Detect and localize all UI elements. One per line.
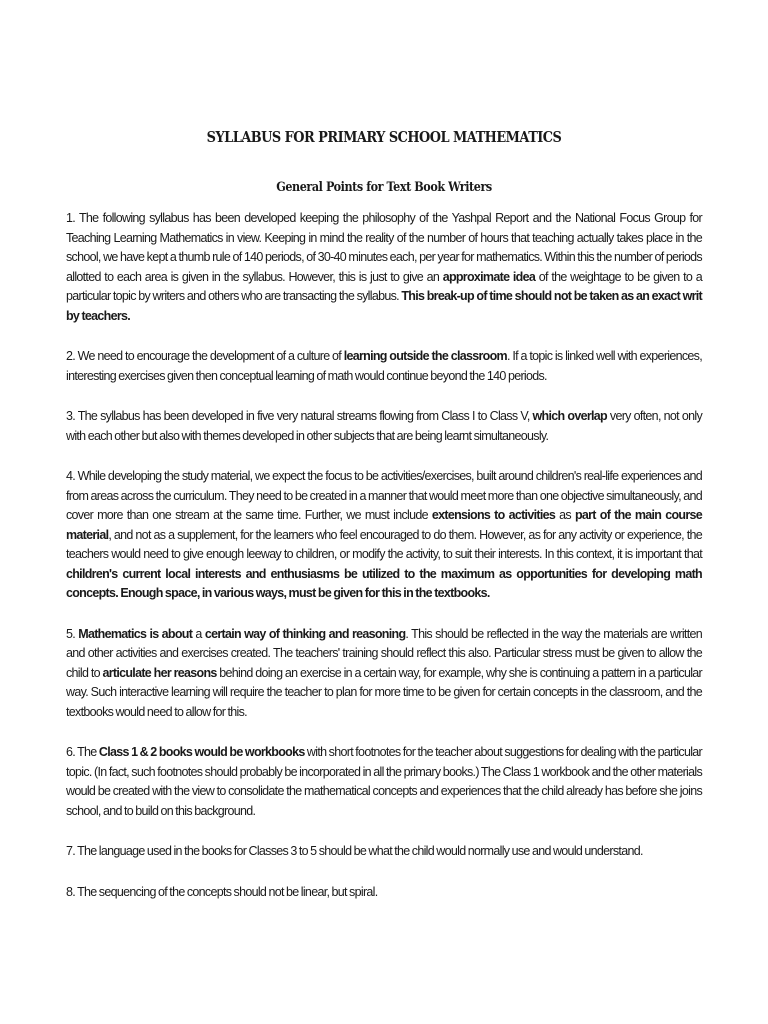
text-segment: 3. The syllabus has been developed in five very natural streams flowing from Class I to Class V, — [66, 409, 533, 423]
paragraph-1 — [66, 209, 702, 326]
text-segment: behind doing an exercise in a certain way, for example, why she is continuing a pattern in a particular way. Such interactive learning will require the teacher to plan for more time to be given for certain concepts in the classroom, and the textbooks would need to allow for this. — [66, 665, 702, 719]
text-segment: 6. The — [66, 745, 99, 759]
text-segment: a — [192, 626, 205, 641]
text-segment-bold: children's current local interests and enthusiasms be utilized to the maximum as opportunities for developing math concepts. Enough space, in various ways, must be given for this in the textbooks. — [66, 566, 702, 600]
text-segment: 1. The following syllabus has been developed keeping the philosophy of the Yashpal Report and the National Focus Group for Teaching Learning Mathematics in view. Keeping in mind the reality of the number of hours that teaching actually takes place in the school, we have kept a thumb rule of 140 periods, of 30-40 minutes each, per year for mathematics. Within this the number of periods allotted to each area is given in the syllabus. However, this is just to give an — [66, 211, 702, 284]
text-segment-bold: learning outside the classroom — [343, 349, 507, 363]
text-segment: very often, not only with each other but also with themes developed in other subjects that are being learnt simultaneously. — [66, 409, 702, 443]
text-segment: , and not as a supplement, for the learners who feel encouraged to do them. However, as for any activity or experience, the teachers would need to give enough leeway to children, or modify the activity, to suit their interests. In this context, it is important that — [66, 527, 702, 561]
text-segment: 7. The language used in the books for Classes 3 to 5 should be what the child would normally use and would understand. — [66, 844, 643, 858]
text-segment: as — [555, 508, 575, 522]
text-segment-bold: part of the main course material — [66, 508, 703, 542]
text-segment-bold: which overlap — [532, 409, 607, 423]
text-segment: 8. The sequencing of the concepts should not be linear, but spiral. — [66, 884, 378, 899]
text-segment: with short footnotes for the teacher about suggestions for dealing with the particular topic. (In fact, such footnotes should probably be incorporated in all the primary books.) The Class 1 workbook and the other materials would be created with the view to consolidate the mathematical concepts and experiences that the child already has before she joins school, and to build on this background. — [66, 745, 702, 818]
paragraph-8 — [66, 883, 702, 903]
text-segment: 2. We need to encourage the development of a culture of — [66, 349, 344, 363]
page-subtitle: General Points for Text Book Writers — [276, 180, 492, 195]
text-segment: of the weightage to be given to a particular topic by writers and others who are transacting the syllabus. — [66, 269, 702, 303]
text-segment: 5. — [66, 626, 79, 641]
text-segment-bold: This break-up of time should not be taken as an exact writ by teachers. — [66, 289, 702, 323]
page-title: SYLLABUS FOR PRIMARY SCHOOL MATHEMATICS — [206, 128, 562, 146]
document-body — [66, 209, 702, 921]
text-segment-bold: certain way of thinking and reasoning — [204, 626, 406, 641]
text-segment: 4. While developing the study material, we expect the focus to be activities/exercises, built around children's real-life experiences and from areas across the curriculum. They need to be created in a manner that would meet more than one objective simultaneously, and cover more than one stream at the same time. Further, we must include — [66, 469, 702, 522]
paragraph-7 — [66, 842, 702, 862]
text-segment-bold: Mathematics is about — [78, 626, 193, 641]
paragraph-6 — [66, 743, 702, 821]
text-segment-bold: approximate idea — [442, 269, 536, 284]
text-segment: . This should be reflected in the way the materials are written and other activities and exercises created. The teachers' training should reflect this also. Particular stress must be given to allow the child to — [66, 626, 702, 680]
text-segment: . If a topic is linked well with experiences, interesting exercises given then conceptual learning of math would continue beyond the 140 periods. — [66, 349, 702, 383]
text-segment-bold: Class 1 & 2 books would be workbooks — [98, 745, 305, 759]
text-segment-bold: extensions to activities — [431, 508, 556, 522]
text-segment-bold: articulate her reasons — [102, 665, 217, 680]
paragraph-4 — [66, 467, 702, 604]
paragraph-3 — [66, 407, 702, 446]
paragraph-5 — [66, 625, 702, 723]
paragraph-2 — [66, 347, 702, 386]
